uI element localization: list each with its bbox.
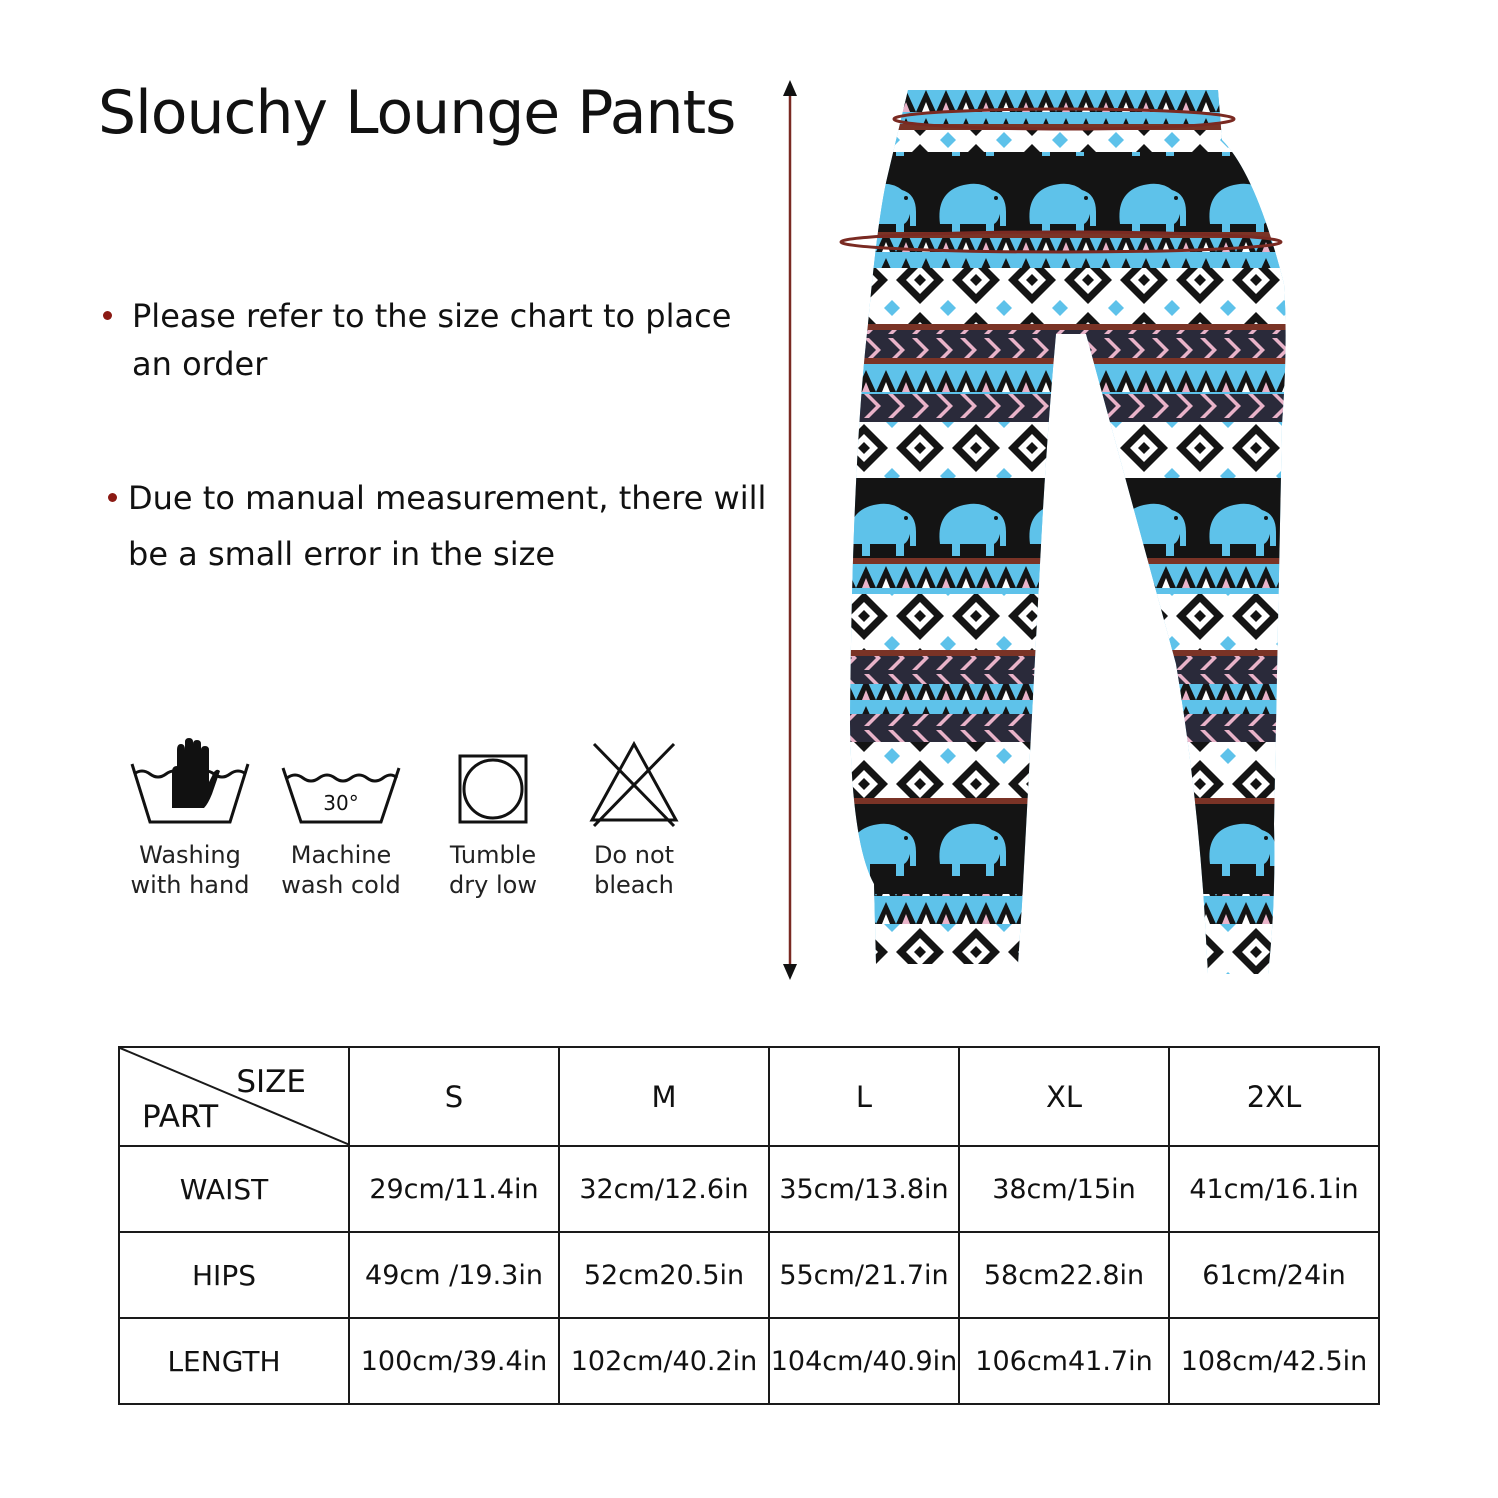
machine-wash-30-icon <box>281 738 401 834</box>
size-header-s: S <box>349 1047 559 1146</box>
care-item-machine-wash <box>266 738 416 900</box>
bullet-icon <box>103 311 112 320</box>
note-measurement-error <box>128 470 788 582</box>
size-header-m: M <box>559 1047 769 1146</box>
table-cell: 41cm/16.1in <box>1169 1146 1379 1232</box>
corner-size-label: SIZE <box>236 1064 306 1100</box>
table-cell: 55cm/21.7in <box>769 1232 959 1318</box>
note-text: Due to manual measurement, there will be a small error in the size <box>128 479 767 573</box>
table-header-row <box>119 1047 1379 1146</box>
note-size-chart <box>132 292 752 388</box>
care-label: Do not bleach <box>593 841 675 899</box>
tumble-dry-low-icon <box>433 738 553 834</box>
table-row-waist <box>119 1146 1379 1232</box>
table-cell: 29cm/11.4in <box>349 1146 559 1232</box>
size-chart-table <box>118 1046 1380 1405</box>
care-item-tumble-dry <box>418 738 568 900</box>
table-row-hips <box>119 1232 1379 1318</box>
do-not-bleach-icon <box>574 738 694 834</box>
size-header-2xl: 2XL <box>1169 1047 1379 1146</box>
table-row-length <box>119 1318 1379 1404</box>
table-cell: 104cm/40.9in <box>769 1318 959 1404</box>
corner-part-label: PART <box>142 1099 219 1135</box>
care-label: Washing with hand <box>130 841 250 899</box>
part-label: LENGTH <box>119 1318 349 1404</box>
table-cell: 38cm/15in <box>959 1146 1169 1232</box>
care-label: Tumble dry low <box>449 841 537 899</box>
length-arrow-icon <box>770 78 810 982</box>
hand-wash-icon <box>130 738 250 834</box>
table-cell: 49cm /19.3in <box>349 1232 559 1318</box>
part-label: WAIST <box>119 1146 349 1232</box>
care-item-hand-wash <box>115 738 265 900</box>
size-header-l: L <box>769 1047 959 1146</box>
pants-image <box>836 84 1296 984</box>
table-cell: 32cm/12.6in <box>559 1146 769 1232</box>
table-cell: 106cm41.7in <box>959 1318 1169 1404</box>
note-text: Please refer to the size chart to place an order <box>132 297 732 383</box>
page-title: Slouchy Lounge Pants <box>98 78 736 148</box>
size-header-xl: XL <box>959 1047 1169 1146</box>
table-cell: 102cm/40.2in <box>559 1318 769 1404</box>
table-cell: 58cm22.8in <box>959 1232 1169 1318</box>
care-label: Machine wash cold <box>281 841 401 899</box>
table-cell: 108cm/42.5in <box>1169 1318 1379 1404</box>
table-cell: 100cm/39.4in <box>349 1318 559 1404</box>
care-item-no-bleach <box>559 738 709 900</box>
table-cell: 52cm20.5in <box>559 1232 769 1318</box>
part-label: HIPS <box>119 1232 349 1318</box>
bullet-icon <box>108 493 117 502</box>
table-cell: 61cm/24in <box>1169 1232 1379 1318</box>
table-corner-cell <box>119 1047 349 1146</box>
table-cell: 35cm/13.8in <box>769 1146 959 1232</box>
svg-text:30°: 30° <box>323 791 359 815</box>
